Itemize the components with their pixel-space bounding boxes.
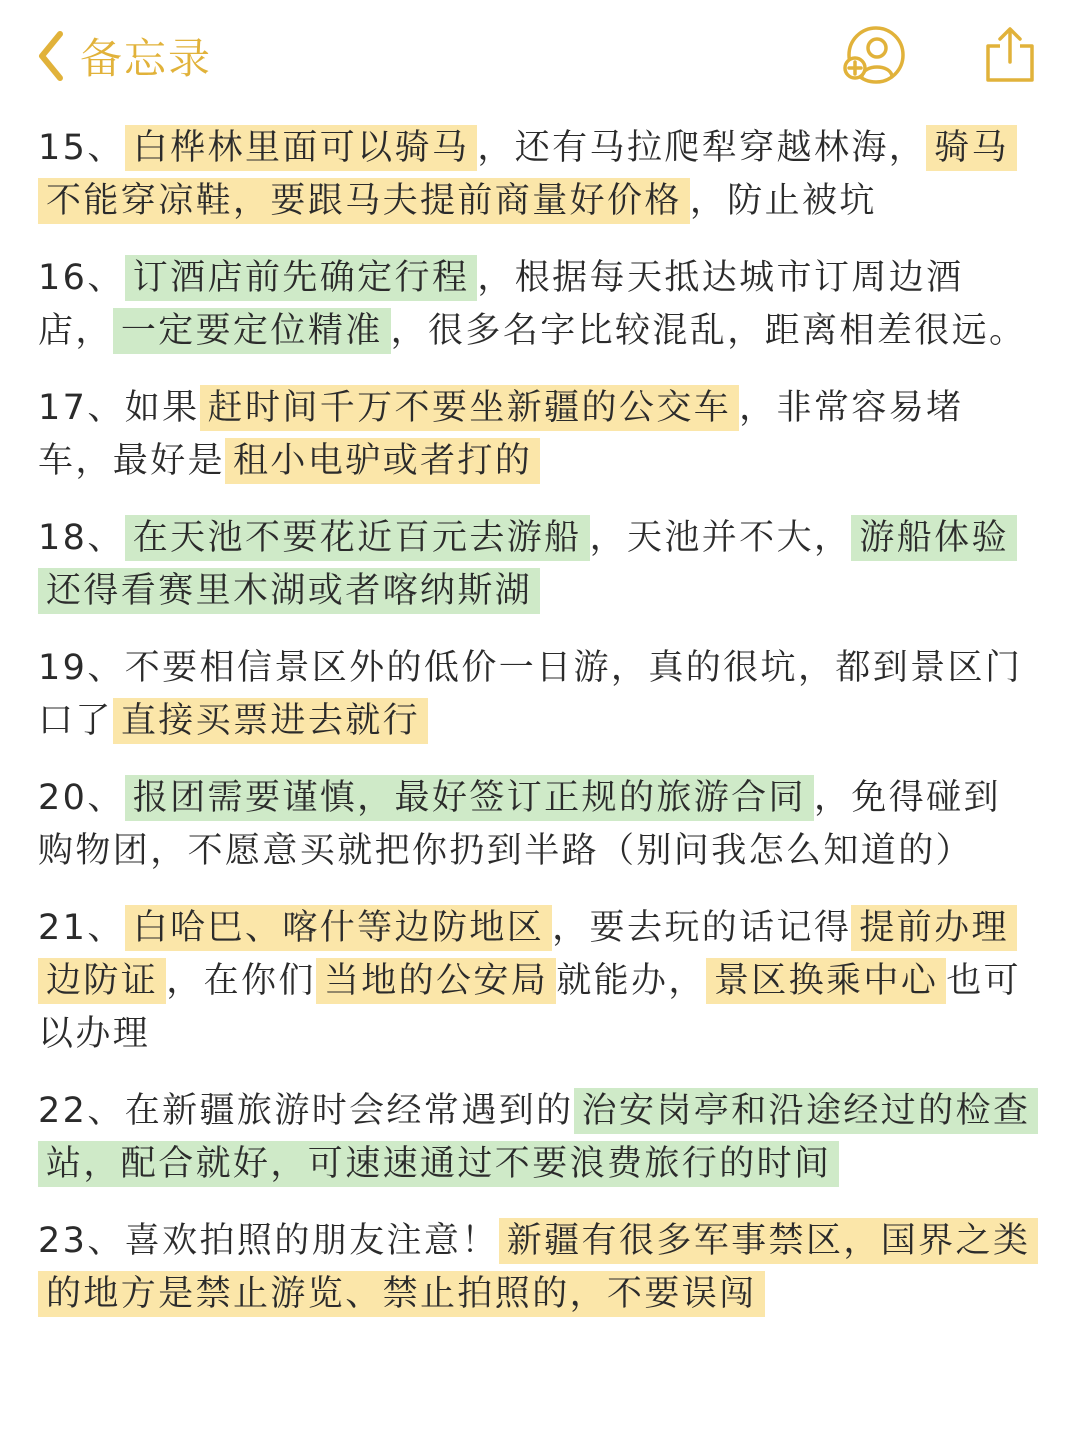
note-item-18 xyxy=(38,512,1038,618)
add-collaborator-button[interactable] xyxy=(842,26,908,86)
note-text: ，很多名字比较混乱，距离相差很远。 xyxy=(390,311,1027,351)
note-text: 20、 xyxy=(38,778,125,818)
note-item-16 xyxy=(38,252,1038,358)
note-body[interactable] xyxy=(38,122,1038,1345)
note-text: ，防止被坑 xyxy=(689,181,877,221)
back-label: 备忘录 xyxy=(80,34,213,83)
highlight-green: 治安岗亭和沿途经过的检查站，配合就好，可速速通过不要浪费旅行的时间 xyxy=(38,1088,1038,1187)
chevron-left-icon xyxy=(36,28,66,84)
highlight-yellow: 直接买票进去就行 xyxy=(113,698,428,744)
highlight-green: 一定要定位精准 xyxy=(113,308,391,354)
share-icon xyxy=(980,24,1040,86)
note-text: 也可以办理 xyxy=(38,961,1022,1054)
highlight-green: 报团需要谨慎，最好签订正规的旅游合同 xyxy=(125,775,814,821)
note-text: ，天池并不大， xyxy=(589,518,852,558)
note-text: ，要去玩的话记得 xyxy=(552,908,852,948)
add-person-icon xyxy=(842,26,908,86)
highlight-yellow: 景区换乘中心 xyxy=(706,958,946,1004)
back-button[interactable] xyxy=(36,24,212,88)
highlight-yellow: 租小电驴或者打的 xyxy=(225,438,540,484)
note-text: 18、 xyxy=(38,518,125,558)
note-item-22 xyxy=(38,1085,1038,1191)
note-item-23 xyxy=(38,1215,1038,1321)
highlight-yellow: 赶时间千万不要坐新疆的公交车 xyxy=(200,385,740,431)
note-item-15 xyxy=(38,122,1038,228)
highlight-green: 游船体验还得看赛里木湖或者喀纳斯湖 xyxy=(38,515,1017,614)
note-text: ，免得碰到购物团，不愿意买就把你扔到半路（别问我怎么知道的） xyxy=(38,778,1001,871)
note-text: ，根据每天抵达城市订周边酒店， xyxy=(38,258,964,351)
note-text: 23、喜欢拍照的朋友注意！ xyxy=(38,1221,499,1261)
highlight-yellow: 当地的公安局 xyxy=(316,958,556,1004)
nav-bar xyxy=(0,0,1080,110)
note-text: 19、不要相信景区外的低价一日游，真的很坑，都到景区门口了 xyxy=(38,648,1023,741)
note-text: 就能办， xyxy=(556,961,706,1001)
note-item-21 xyxy=(38,902,1038,1061)
note-item-17 xyxy=(38,382,1038,488)
highlight-yellow: 新疆有很多军事禁区，国界之类的地方是禁止游览、禁止拍照的，不要误闯 xyxy=(38,1218,1038,1317)
note-text: 21、 xyxy=(38,908,125,948)
highlight-yellow: 提前办理边防证 xyxy=(38,905,1017,1004)
highlight-yellow: 骑马不能穿凉鞋，要跟马夫提前商量好价格 xyxy=(38,125,1017,224)
note-item-20 xyxy=(38,772,1038,878)
note-text: 22、在新疆旅游时会经常遇到的 xyxy=(38,1091,574,1131)
note-text: 15、 xyxy=(38,128,125,168)
note-text: ，在你们 xyxy=(166,961,316,1001)
share-button[interactable] xyxy=(980,24,1040,86)
note-text: 17、如果 xyxy=(38,388,200,428)
note-item-19 xyxy=(38,642,1038,748)
highlight-green: 在天池不要花近百元去游船 xyxy=(125,515,590,561)
highlight-yellow: 白桦林里面可以骑马 xyxy=(125,125,478,171)
note-text: 16、 xyxy=(38,258,125,298)
note-text: ，非常容易堵车，最好是 xyxy=(38,388,964,481)
highlight-yellow: 白哈巴、喀什等边防地区 xyxy=(125,905,552,951)
highlight-green: 订酒店前先确定行程 xyxy=(125,255,478,301)
note-text: ，还有马拉爬犁穿越林海， xyxy=(477,128,927,168)
